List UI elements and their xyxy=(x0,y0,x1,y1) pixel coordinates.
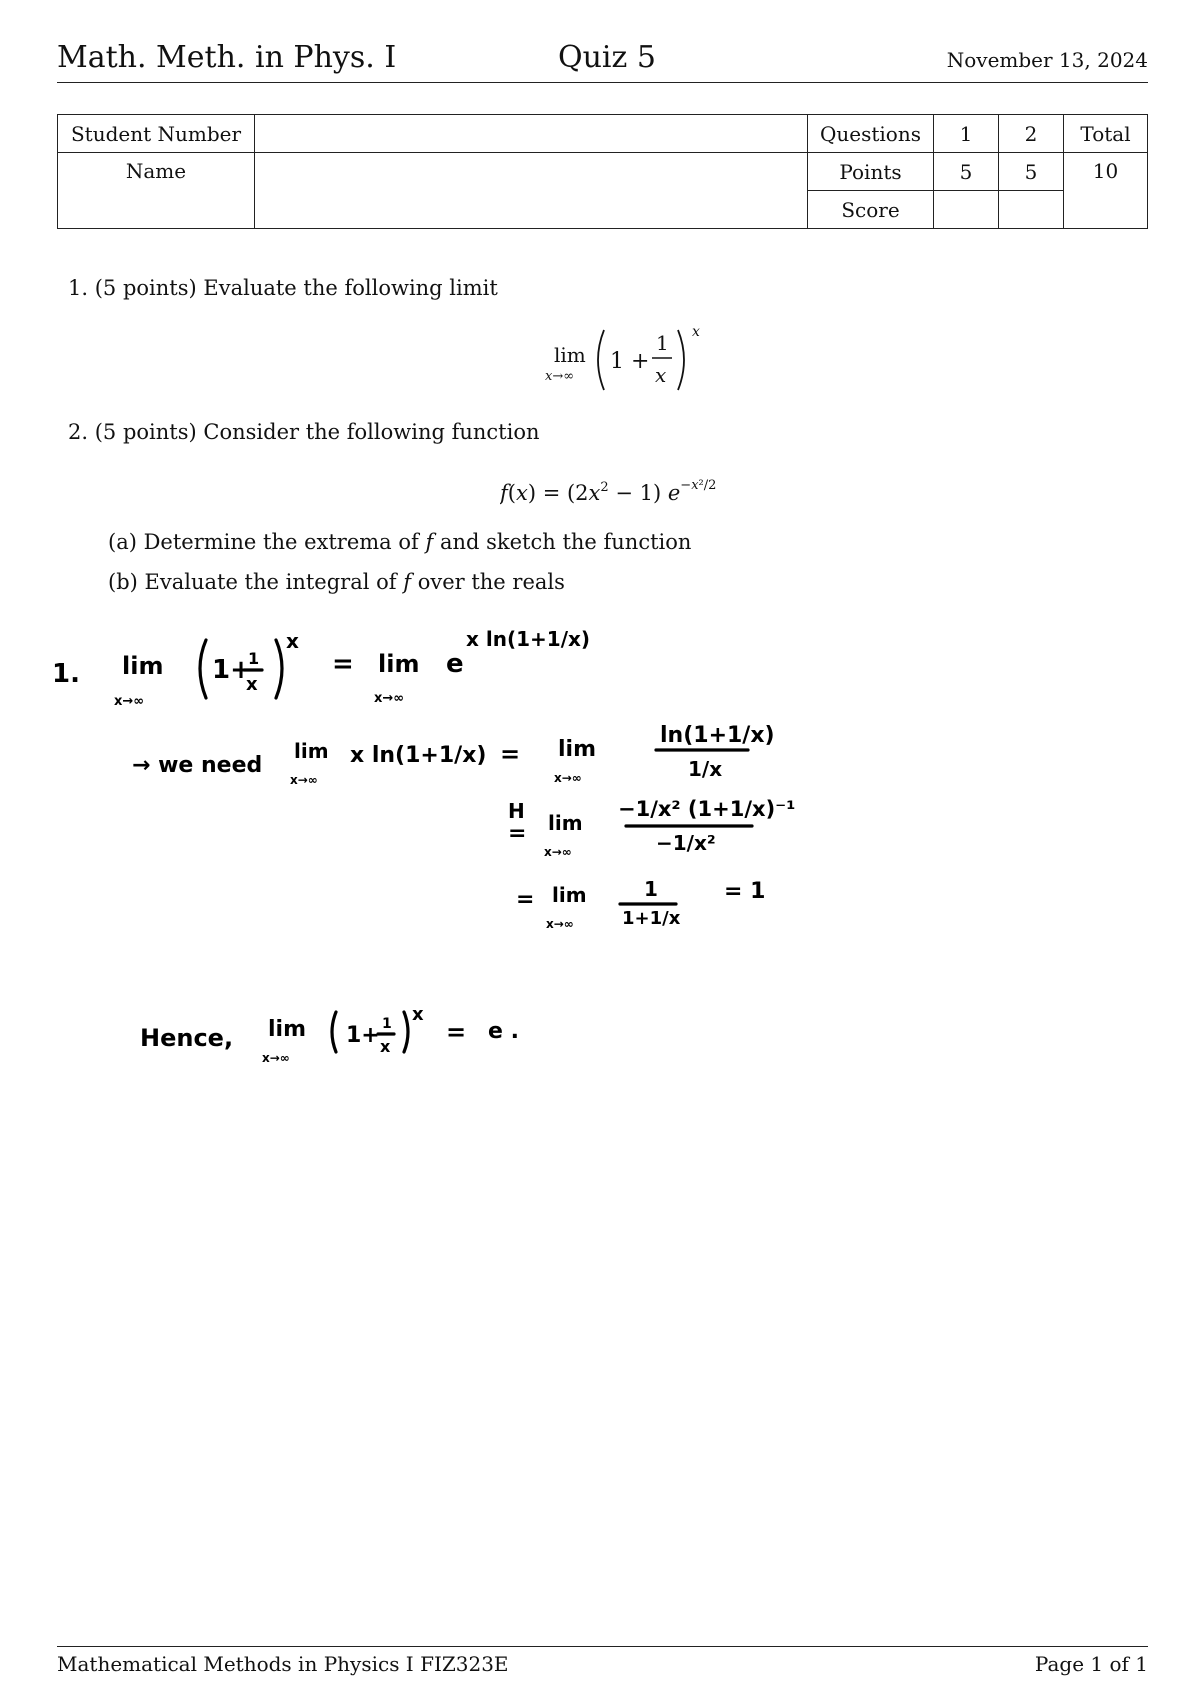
svg-text:lim: lim xyxy=(268,1017,307,1042)
svg-text:x→∞: x→∞ xyxy=(554,771,582,785)
question-2b-text: Evaluate the integral of xyxy=(144,570,397,594)
question-1-number: 1. xyxy=(68,276,89,300)
question-1-text: Evaluate the following limit xyxy=(203,276,498,300)
name-field[interactable] xyxy=(255,153,808,229)
score-label: Score xyxy=(808,191,934,229)
svg-text:x→∞: x→∞ xyxy=(290,773,318,787)
svg-text:x→∞: x→∞ xyxy=(546,917,574,931)
handwritten-conclusion xyxy=(140,1004,519,1065)
svg-text:=: = xyxy=(446,1018,467,1046)
svg-text:1: 1 xyxy=(382,1016,392,1032)
svg-text:=: = xyxy=(500,740,521,768)
footer-course: Mathematical Methods in Physics I FIZ323E xyxy=(57,1652,509,1676)
question-2b-text-end: over the reals xyxy=(417,570,565,594)
svg-text:f(x) = (2x2 − 1) e−x²/2: $f(x) = (2x^2 - 1)$ $e^{-x^2/2}$ xyxy=(500,478,717,505)
svg-text:x→∞: x→∞ xyxy=(114,694,145,709)
question-2-score-field[interactable] xyxy=(999,191,1064,229)
svg-text:x: x xyxy=(692,324,700,340)
question-2a-text-end: and sketch the function xyxy=(439,530,692,554)
question-2-points: 5 xyxy=(999,153,1064,191)
question-2-text: Consider the following function xyxy=(203,420,540,444)
handwritten-line-3 xyxy=(508,797,795,859)
handwritten-line-2 xyxy=(132,723,775,787)
question-2a-text: Determine the extrema of xyxy=(143,530,419,554)
svg-text:x: x xyxy=(412,1004,424,1025)
svg-text:x: x xyxy=(380,1037,391,1056)
svg-text:1 +: 1 + xyxy=(610,349,650,374)
svg-text:lim: lim xyxy=(552,883,587,907)
svg-text:−1/x² (1+1/x)⁻¹: −1/x² (1+1/x)⁻¹ xyxy=(618,797,796,821)
student-number-field[interactable] xyxy=(255,115,808,153)
footer-page-number: Page 1 of 1 xyxy=(1034,1652,1148,1676)
svg-text:Hence,: Hence, xyxy=(140,1024,234,1052)
question-2 xyxy=(68,420,540,444)
svg-text:1+: 1+ xyxy=(346,1023,380,1048)
handwritten-solution xyxy=(0,600,1200,1080)
svg-text:1: 1 xyxy=(248,649,260,668)
question-1 xyxy=(68,276,498,300)
svg-text:e .: e . xyxy=(488,1019,519,1044)
question-1-header: 1 xyxy=(934,115,999,153)
svg-text:x: x xyxy=(655,363,667,387)
question-1-points: 5 xyxy=(934,153,999,191)
svg-text:x→∞: x→∞ xyxy=(262,1051,290,1065)
question-2a-label: (a) xyxy=(108,530,137,554)
svg-text:1+: 1+ xyxy=(212,655,252,685)
svg-text:x ln(1+1/x): x ln(1+1/x) xyxy=(466,627,591,651)
svg-text:ln(1+1/x): ln(1+1/x) xyxy=(660,723,775,748)
question-1-score-field[interactable] xyxy=(934,191,999,229)
course-title: Math. Meth. in Phys. I xyxy=(57,40,397,75)
question-2b-label: (b) xyxy=(108,570,138,594)
grade-table xyxy=(57,114,1148,229)
question-2a xyxy=(108,530,691,554)
svg-text:1/x: 1/x xyxy=(688,757,723,781)
svg-text:x: x xyxy=(246,674,258,695)
handwritten-1-label: 1. xyxy=(52,659,80,689)
svg-text:x→∞: x→∞ xyxy=(545,369,575,384)
svg-text:=: = xyxy=(516,887,535,912)
svg-text:lim: lim xyxy=(294,739,329,763)
question-2-number: 2. xyxy=(68,420,89,444)
quiz-title: Quiz 5 xyxy=(558,40,656,75)
total-points: 10 xyxy=(1064,153,1148,229)
points-label: Points xyxy=(808,153,934,191)
question-2a-var: f xyxy=(425,530,434,554)
limit-formula xyxy=(540,322,720,394)
question-2-header: 2 xyxy=(999,115,1064,153)
svg-text:x→∞: x→∞ xyxy=(544,845,572,859)
svg-text:= 1: = 1 xyxy=(724,879,766,904)
question-2-points: (5 points) xyxy=(94,420,197,444)
svg-text:x ln(1+1/x): x ln(1+1/x) xyxy=(350,743,487,768)
name-label: Name xyxy=(58,153,255,229)
question-2b xyxy=(108,570,565,594)
svg-text:1: 1 xyxy=(656,331,669,355)
svg-text:x: x xyxy=(286,629,299,653)
table-row xyxy=(58,153,1148,191)
student-number-label: Student Number xyxy=(58,115,255,153)
svg-text:lim: lim xyxy=(122,652,164,680)
questions-label: Questions xyxy=(808,115,934,153)
quiz-date: November 13, 2024 xyxy=(946,48,1148,72)
table-row xyxy=(58,115,1148,153)
svg-text:x→∞: x→∞ xyxy=(374,691,405,706)
svg-text:lim: lim xyxy=(548,811,583,835)
svg-text:H: H xyxy=(508,799,525,823)
footer-rule xyxy=(57,1646,1148,1647)
header-rule xyxy=(57,82,1148,83)
question-2b-var: f xyxy=(403,570,411,594)
svg-text:lim: lim xyxy=(558,737,597,762)
handwritten-line-1 xyxy=(114,627,590,709)
svg-text:lim: lim xyxy=(378,650,420,678)
svg-text:lim: lim xyxy=(554,343,586,367)
question-1-points: (5 points) xyxy=(94,276,197,300)
handwritten-line-4 xyxy=(516,877,765,931)
svg-text:=: = xyxy=(332,649,354,679)
svg-text:1: 1 xyxy=(644,877,658,901)
svg-text:=: = xyxy=(508,821,527,846)
svg-text:e: e xyxy=(446,649,464,679)
function-formula xyxy=(500,470,760,510)
total-header: Total xyxy=(1064,115,1148,153)
svg-text:→ we need: → we need xyxy=(132,753,263,778)
svg-text:−1/x²: −1/x² xyxy=(656,831,716,855)
svg-text:1+1/x: 1+1/x xyxy=(622,908,681,929)
